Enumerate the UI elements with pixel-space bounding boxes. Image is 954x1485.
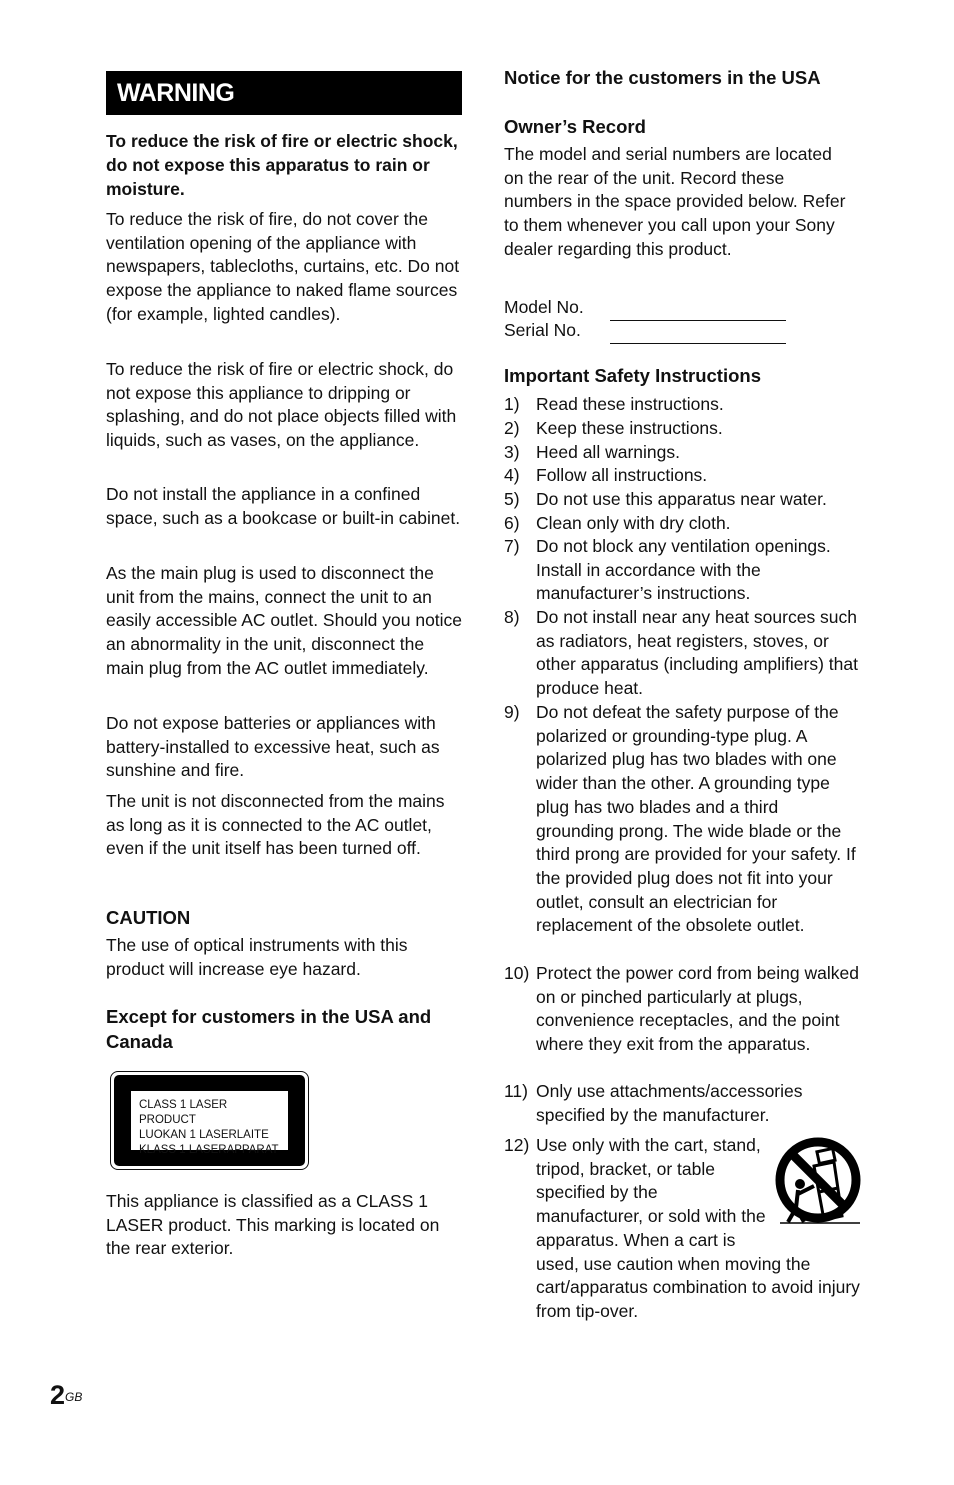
safety-heading: Important Safety Instructions bbox=[504, 365, 761, 386]
item-number: 5) bbox=[504, 489, 520, 509]
list-item bbox=[504, 1134, 860, 1324]
item-number: 6) bbox=[504, 513, 520, 533]
item-text: Follow all instructions. bbox=[536, 465, 708, 485]
item-text: Clean only with dry cloth. bbox=[536, 513, 731, 533]
page-suffix: GB bbox=[65, 1390, 83, 1404]
serial-number-field bbox=[610, 343, 786, 344]
item-number: 7) bbox=[504, 536, 520, 556]
list-item bbox=[504, 417, 860, 441]
item-text-wrap bbox=[536, 1134, 860, 1324]
model-label: Model No. bbox=[504, 297, 584, 317]
owners-record-text: The model and serial numbers are located on the rear of the unit. Record these numbers in the space provided below. Refer to them whenever you call upon your Sony dealer regarding this product. bbox=[504, 144, 846, 259]
paragraph: To reduce the risk of fire or electric shock, do not expose this appliance to dripping or splashing, and do not place objects filled with liquids, such as vases, on the appliance. bbox=[106, 359, 457, 451]
list-item bbox=[504, 701, 860, 938]
cart-tipover-warning-icon bbox=[774, 1136, 864, 1228]
item-text: Use only with the cart, stand, tripod, bracket, or table specified by the manufacturer, or sold with the apparatus. When a cart is used, use caution when moving the cart/apparatus combination to avoid injury from tip-over. bbox=[536, 1135, 860, 1321]
item-text: Do not use this apparatus near water. bbox=[536, 489, 827, 509]
list-item bbox=[504, 393, 860, 417]
laser-label-line: LUOKAN 1 LASERLAITE bbox=[139, 1129, 269, 1141]
item-number: 2) bbox=[504, 418, 520, 438]
list-item bbox=[504, 488, 860, 512]
item-text: Do not defeat the safety purpose of the polarized or grounding-type plug. A polarized plug has two blades with one wider than the other. A grounding type plug has two blades and a third grounding prong. The wide blade or the third prong are provided for your safety. If the provided plug does not fit into your outlet, consult an electrician for replacement of the obsolete outlet. bbox=[536, 702, 856, 936]
item-text: Protect the power cord from being walked on or pinched particularly at plugs, convenience receptacles, and the point where they exit from the apparatus. bbox=[536, 963, 859, 1055]
except-heading: Except for customers in the USA and Canada bbox=[106, 1006, 432, 1052]
item-text: Do not install near any heat sources such as radiators, heat registers, stoves, or other apparatus (including amplifiers) that produce heat. bbox=[536, 607, 858, 699]
notice-heading: Notice for the customers in the USA bbox=[504, 67, 821, 88]
item-number: 8) bbox=[504, 607, 520, 627]
list-item bbox=[504, 535, 860, 606]
class-text: This appliance is classified as a CLASS 1 LASER product. This marking is located on the rear exterior. bbox=[106, 1191, 440, 1259]
item-number: 10) bbox=[504, 963, 530, 983]
item-number: 1) bbox=[504, 394, 520, 414]
item-text: Only use attachments/accessories specified by the manufacturer. bbox=[536, 1081, 803, 1125]
list-item bbox=[504, 962, 860, 1057]
item-number: 11) bbox=[504, 1081, 528, 1101]
paragraph: The unit is not disconnected from the mains as long as it is connected to the AC outlet, even if the unit itself has been turned off. bbox=[106, 791, 445, 859]
item-number: 3) bbox=[504, 442, 520, 462]
item-number: 4) bbox=[504, 465, 520, 485]
item-text: Heed all warnings. bbox=[536, 442, 680, 462]
caution-text: The use of optical instruments with this product will increase eye hazard. bbox=[106, 935, 408, 979]
item-number: 12) bbox=[504, 1135, 530, 1155]
warning-statement: To reduce the risk of fire or electric shock, do not expose this apparatus to rain or moisture. bbox=[106, 131, 458, 199]
warning-heading: WARNING bbox=[106, 71, 462, 115]
laser-label-line: CLASS 1 LASER PRODUCT bbox=[139, 1099, 228, 1126]
item-text: Do not block any ventilation openings. Install in accordance with the manufacturer’s instructions. bbox=[536, 536, 831, 604]
list-item bbox=[504, 512, 860, 536]
paragraph: Do not install the appliance in a confined space, such as a bookcase or built-in cabinet. bbox=[106, 484, 461, 528]
item-number: 9) bbox=[504, 702, 520, 722]
item-text: Read these instructions. bbox=[536, 394, 724, 414]
list-item bbox=[504, 464, 860, 488]
paragraph: As the main plug is used to disconnect the unit from the mains, connect the unit to an easily accessible AC outlet. Should you notice an abnormality in the unit, disconnect the main plug from the AC outlet immediately. bbox=[106, 563, 463, 678]
list-item bbox=[504, 606, 860, 701]
list-item bbox=[504, 441, 860, 465]
laser-label-line: KLASS 1 LASERAPPARAT bbox=[139, 1144, 279, 1156]
owners-record-heading: Owner’s Record bbox=[504, 116, 646, 137]
page-number bbox=[50, 1380, 82, 1410]
paragraph: Do not expose batteries or appliances with battery-installed to excessive heat, such as sunshine and fire. bbox=[106, 713, 440, 781]
caution-heading: CAUTION bbox=[106, 907, 191, 928]
item-text: Keep these instructions. bbox=[536, 418, 723, 438]
laser-product-label bbox=[110, 1071, 309, 1170]
paragraph: To reduce the risk of fire, do not cover the ventilation opening of the appliance with newspapers, tablecloths, curtains, etc. Do not expose the appliance to naked flame sources (for example, lighted candles). bbox=[106, 209, 460, 324]
list-item bbox=[504, 1080, 860, 1127]
serial-label: Serial No. bbox=[504, 320, 581, 340]
page-number-value: 2 bbox=[50, 1380, 66, 1410]
model-number-field bbox=[610, 320, 786, 321]
